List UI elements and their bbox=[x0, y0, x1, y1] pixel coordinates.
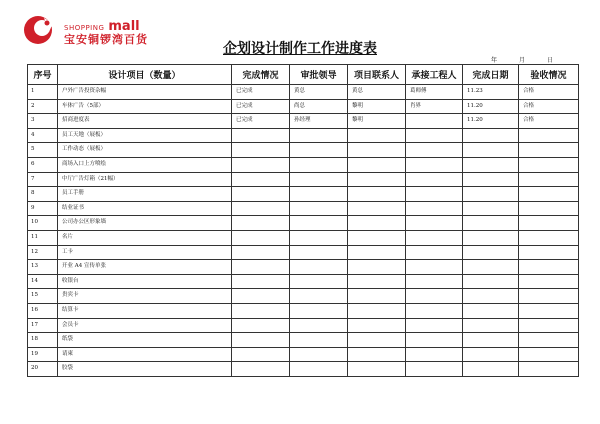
cell-status bbox=[232, 143, 290, 158]
cell-project-name: 户外广告投资杂幅 bbox=[58, 85, 232, 100]
cell-approver bbox=[290, 172, 348, 187]
cell-acceptance bbox=[519, 347, 579, 362]
cell-completion-date bbox=[463, 362, 519, 377]
cell-status bbox=[232, 260, 290, 275]
logo-chinese-name: 宝安铜锣湾百货 bbox=[64, 33, 148, 46]
cell-approver bbox=[290, 333, 348, 348]
cell-status: 已完成 bbox=[232, 85, 290, 100]
cell-contractor bbox=[406, 187, 463, 202]
date-day-label: 日 bbox=[547, 57, 554, 64]
cell-status bbox=[232, 274, 290, 289]
cell-project-name: 员工天地（展板） bbox=[58, 128, 232, 143]
cell-approver bbox=[290, 347, 348, 362]
cell-status bbox=[232, 362, 290, 377]
cell-project-name: 工作动态（展板） bbox=[58, 143, 232, 158]
table-row bbox=[28, 289, 579, 304]
cell-contact bbox=[348, 201, 406, 216]
cell-approver bbox=[290, 362, 348, 377]
table-row bbox=[28, 230, 579, 245]
cell-project-name: 工卡 bbox=[58, 245, 232, 260]
cell-completion-date bbox=[463, 216, 519, 231]
cell-completion-date bbox=[463, 157, 519, 172]
table-row bbox=[28, 157, 579, 172]
cell-acceptance bbox=[519, 303, 579, 318]
cell-contractor bbox=[406, 230, 463, 245]
cell-contact bbox=[348, 333, 406, 348]
cell-completion-date bbox=[463, 128, 519, 143]
date-month-label: 月 bbox=[519, 57, 526, 64]
cell-contractor bbox=[406, 216, 463, 231]
cell-row-index: 1 bbox=[28, 85, 58, 100]
cell-row-index: 14 bbox=[28, 274, 58, 289]
cell-acceptance bbox=[519, 274, 579, 289]
cell-contractor bbox=[406, 362, 463, 377]
cell-contact bbox=[348, 318, 406, 333]
cell-contact bbox=[348, 289, 406, 304]
cell-row-index: 4 bbox=[28, 128, 58, 143]
cell-project-name: 请柬 bbox=[58, 347, 232, 362]
table-row bbox=[28, 303, 579, 318]
table-row bbox=[28, 143, 579, 158]
table-header-row bbox=[28, 65, 579, 85]
table-row bbox=[28, 172, 579, 187]
cell-acceptance bbox=[519, 172, 579, 187]
cell-contact bbox=[348, 347, 406, 362]
cell-contact bbox=[348, 303, 406, 318]
cell-acceptance bbox=[519, 187, 579, 202]
cell-approver bbox=[290, 318, 348, 333]
cell-completion-date: 11.23 bbox=[463, 85, 519, 100]
cell-acceptance bbox=[519, 260, 579, 275]
cell-completion-date bbox=[463, 274, 519, 289]
cell-completion-date bbox=[463, 289, 519, 304]
cell-acceptance bbox=[519, 289, 579, 304]
cell-completion-date bbox=[463, 347, 519, 362]
cell-completion-date bbox=[463, 303, 519, 318]
cell-status bbox=[232, 172, 290, 187]
cell-status bbox=[232, 216, 290, 231]
cell-status bbox=[232, 128, 290, 143]
cell-project-name: 结算卡 bbox=[58, 303, 232, 318]
cell-row-index: 20 bbox=[28, 362, 58, 377]
cell-acceptance bbox=[519, 362, 579, 377]
cell-acceptance bbox=[519, 230, 579, 245]
table-row bbox=[28, 187, 579, 202]
cell-row-index: 9 bbox=[28, 201, 58, 216]
cell-row-index: 10 bbox=[28, 216, 58, 231]
cell-status bbox=[232, 245, 290, 260]
cell-row-index: 11 bbox=[28, 230, 58, 245]
cell-status bbox=[232, 187, 290, 202]
cell-contact bbox=[348, 230, 406, 245]
cell-project-name: 胶袋 bbox=[58, 362, 232, 377]
cell-contact bbox=[348, 157, 406, 172]
cell-contact bbox=[348, 172, 406, 187]
cell-row-index: 17 bbox=[28, 318, 58, 333]
cell-project-name: 贵宾卡 bbox=[58, 289, 232, 304]
cell-acceptance bbox=[519, 201, 579, 216]
cell-acceptance: 合格 bbox=[519, 114, 579, 129]
table-row bbox=[28, 318, 579, 333]
header-contractor: 承接工程人 bbox=[406, 65, 463, 85]
cell-approver: 尚总 bbox=[290, 99, 348, 114]
table-body bbox=[28, 85, 579, 377]
date-year-label: 年 bbox=[491, 57, 498, 64]
cell-contractor bbox=[406, 143, 463, 158]
cell-completion-date bbox=[463, 201, 519, 216]
cell-contractor: 肖界 bbox=[406, 99, 463, 114]
table-row bbox=[28, 201, 579, 216]
cell-project-name: 会员卡 bbox=[58, 318, 232, 333]
cell-approver bbox=[290, 245, 348, 260]
cell-approver bbox=[290, 187, 348, 202]
cell-contractor bbox=[406, 333, 463, 348]
table-row bbox=[28, 362, 579, 377]
table-row bbox=[28, 216, 579, 231]
cell-acceptance bbox=[519, 216, 579, 231]
cell-approver bbox=[290, 274, 348, 289]
cell-row-index: 15 bbox=[28, 289, 58, 304]
cell-row-index: 2 bbox=[28, 99, 58, 114]
table-row bbox=[28, 274, 579, 289]
cell-approver bbox=[290, 303, 348, 318]
table-row bbox=[28, 128, 579, 143]
table-row bbox=[28, 85, 579, 100]
cell-contact bbox=[348, 128, 406, 143]
table-row bbox=[28, 114, 579, 129]
cell-status bbox=[232, 318, 290, 333]
cell-contact: 黎明 bbox=[348, 99, 406, 114]
cell-contact bbox=[348, 187, 406, 202]
cell-project-name: 商场入口上方喷绘 bbox=[58, 157, 232, 172]
cell-project-name: 名片 bbox=[58, 230, 232, 245]
cell-contractor bbox=[406, 128, 463, 143]
header-date: 完成日期 bbox=[463, 65, 519, 85]
cell-project-name: 收银台 bbox=[58, 274, 232, 289]
cell-contractor bbox=[406, 318, 463, 333]
cell-row-index: 13 bbox=[28, 260, 58, 275]
table-row bbox=[28, 99, 579, 114]
cell-project-name: 招商进度表 bbox=[58, 114, 232, 129]
cell-project-name: 员工手册 bbox=[58, 187, 232, 202]
cell-approver bbox=[290, 143, 348, 158]
cell-contractor bbox=[406, 114, 463, 129]
document-title: 企划设计制作工作进度表 bbox=[223, 41, 377, 57]
cell-row-index: 8 bbox=[28, 187, 58, 202]
cell-completion-date bbox=[463, 245, 519, 260]
cell-project-name: 纸袋 bbox=[58, 333, 232, 348]
cell-row-index: 18 bbox=[28, 333, 58, 348]
cell-contact: 黄总 bbox=[348, 85, 406, 100]
header-acceptance: 验收情况 bbox=[519, 65, 579, 85]
cell-row-index: 6 bbox=[28, 157, 58, 172]
cell-status bbox=[232, 347, 290, 362]
cell-row-index: 19 bbox=[28, 347, 58, 362]
cell-completion-date bbox=[463, 260, 519, 275]
cell-contact bbox=[348, 362, 406, 377]
header-index: 序号 bbox=[28, 65, 58, 85]
cell-row-index: 3 bbox=[28, 114, 58, 129]
cell-contact bbox=[348, 274, 406, 289]
cell-approver bbox=[290, 289, 348, 304]
cell-status bbox=[232, 201, 290, 216]
cell-acceptance: 合格 bbox=[519, 99, 579, 114]
cell-contact bbox=[348, 216, 406, 231]
cell-acceptance bbox=[519, 157, 579, 172]
table-row bbox=[28, 245, 579, 260]
cell-contact: 黎明 bbox=[348, 114, 406, 129]
cell-acceptance: 合格 bbox=[519, 85, 579, 100]
cell-status bbox=[232, 289, 290, 304]
cell-contractor bbox=[406, 201, 463, 216]
cell-approver bbox=[290, 216, 348, 231]
cell-contractor bbox=[406, 157, 463, 172]
cell-completion-date: 11.20 bbox=[463, 99, 519, 114]
cell-contact bbox=[348, 260, 406, 275]
cell-approver: 黄总 bbox=[290, 85, 348, 100]
cell-contractor bbox=[406, 274, 463, 289]
cell-contractor bbox=[406, 347, 463, 362]
cell-status bbox=[232, 230, 290, 245]
cell-completion-date bbox=[463, 172, 519, 187]
cell-contractor bbox=[406, 245, 463, 260]
cell-approver: 孙经理 bbox=[290, 114, 348, 129]
cell-acceptance bbox=[519, 245, 579, 260]
cell-status: 已完成 bbox=[232, 114, 290, 129]
cell-acceptance bbox=[519, 128, 579, 143]
cell-row-index: 16 bbox=[28, 303, 58, 318]
cell-completion-date bbox=[463, 187, 519, 202]
cell-contractor bbox=[406, 289, 463, 304]
logo-english: SHOPPING bbox=[64, 24, 105, 32]
cell-completion-date bbox=[463, 333, 519, 348]
cell-project-name: 中厅广告灯箱（21幅） bbox=[58, 172, 232, 187]
cell-completion-date bbox=[463, 318, 519, 333]
cell-status bbox=[232, 333, 290, 348]
cell-approver bbox=[290, 128, 348, 143]
cell-approver bbox=[290, 201, 348, 216]
cell-contractor bbox=[406, 260, 463, 275]
cell-row-index: 7 bbox=[28, 172, 58, 187]
cell-contact bbox=[348, 143, 406, 158]
cell-approver bbox=[290, 230, 348, 245]
progress-table bbox=[27, 64, 579, 377]
table-row bbox=[28, 333, 579, 348]
logo-mall: mall bbox=[108, 19, 140, 34]
cell-contractor bbox=[406, 172, 463, 187]
cell-acceptance bbox=[519, 333, 579, 348]
cell-completion-date bbox=[463, 230, 519, 245]
header-approver: 审批领导 bbox=[290, 65, 348, 85]
header-project: 设计项目（数量） bbox=[58, 65, 232, 85]
header-contact: 项目联系人 bbox=[348, 65, 406, 85]
cell-status bbox=[232, 157, 290, 172]
cell-approver bbox=[290, 260, 348, 275]
cell-completion-date bbox=[463, 143, 519, 158]
cell-approver bbox=[290, 157, 348, 172]
cell-project-name: 公司办公区形象墙 bbox=[58, 216, 232, 231]
table-row bbox=[28, 260, 579, 275]
cell-project-name: 开业 A4 宣传单张 bbox=[58, 260, 232, 275]
cell-contractor: 葛师傅 bbox=[406, 85, 463, 100]
table-row bbox=[28, 347, 579, 362]
header-status: 完成情况 bbox=[232, 65, 290, 85]
cell-project-name: 结业证书 bbox=[58, 201, 232, 216]
cell-row-index: 5 bbox=[28, 143, 58, 158]
cell-contact bbox=[348, 245, 406, 260]
cell-contractor bbox=[406, 303, 463, 318]
cell-status bbox=[232, 303, 290, 318]
cell-row-index: 12 bbox=[28, 245, 58, 260]
cell-completion-date: 11.20 bbox=[463, 114, 519, 129]
cell-project-name: 车体广告（5部） bbox=[58, 99, 232, 114]
cell-status: 已完成 bbox=[232, 99, 290, 114]
cell-acceptance bbox=[519, 318, 579, 333]
cell-acceptance bbox=[519, 143, 579, 158]
